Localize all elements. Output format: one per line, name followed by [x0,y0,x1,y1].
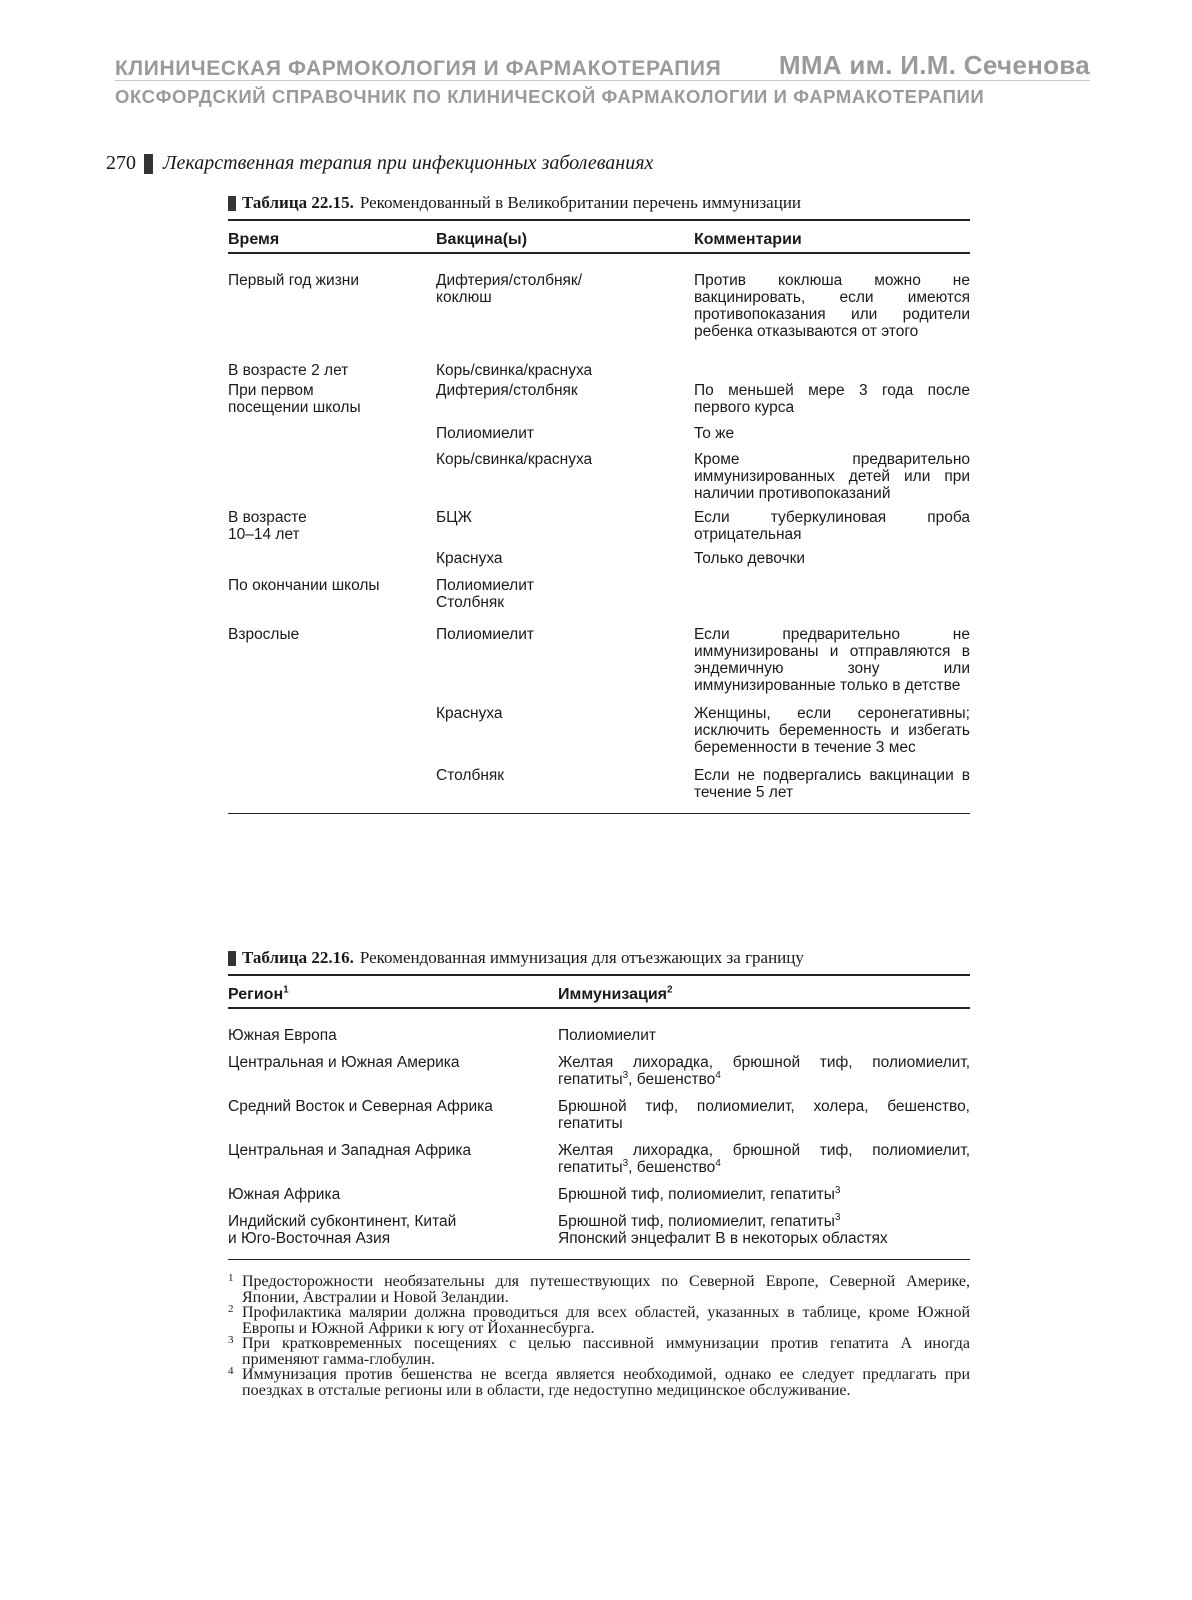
vaccine-cell: Дифтерия/столбняк/ коклюш [436,271,583,306]
region-cell: Индийский субконтинент, Китай и Юго-Восточная Азия [228,1212,457,1247]
table-row [228,362,970,379]
footnote-mark: 4 [228,1365,234,1377]
column-header [558,986,970,1004]
immunization-cell [558,1213,970,1247]
table-row [228,425,970,442]
region-cell: Средний Восток и Северная Африка [228,1097,493,1115]
immunization-cell [558,1186,970,1203]
table-label: Таблица 22.16. [242,948,354,967]
page-number: 270 [106,152,136,174]
table-row [228,1098,970,1132]
footnote-mark: 2 [228,1303,234,1315]
running-head-title: Лекарственная терапия при инфекционных заболеваниях [163,152,654,174]
table-caption-text: Рекомендованная иммунизация для отъезжающих за границу [359,948,804,967]
vaccine-cell: Полиомиелит [436,424,534,442]
vaccine-cell: БЦЖ [436,508,472,526]
comment-cell: То же [694,424,735,442]
vaccine-cell: Корь/свинка/краснуха [436,361,593,379]
region-cell: Южная Африка [228,1185,341,1203]
comment-cell: Если туберкулиновая проба отрицательная [694,508,970,543]
comment-cell: Если предварительно не иммунизированы и отправляются в эндемичную зону или иммунизированные только в детстве [694,625,970,694]
column-header-text: Иммунизация [558,986,668,1003]
footnote-text: Иммунизация против бешенства не всегда является необходимой, однако ее следует предлагать при поездках в отсталые регионы или в области, где недоступно медицинское обслуживание. [242,1366,970,1399]
table-row [228,550,970,567]
table-row [228,626,970,694]
comment-cell: Кроме предварительно иммунизированных детей или при наличии противопоказаний [694,450,970,502]
immunization-cell [558,1054,970,1088]
immunization-cell [558,1098,970,1132]
time-cell [228,767,436,801]
table-22-15 [228,193,970,814]
vaccine-cell: Краснуха [436,704,503,722]
comment-cell [694,362,970,379]
footnote [228,1336,970,1367]
immunization-text: Желтая лихорадка, брюшной тиф, полиомиелит, гепатиты [558,1141,970,1176]
region-cell: Центральная и Западная Африка [228,1141,472,1159]
immunization-cell [558,1142,970,1176]
comment-cell [694,577,970,611]
table-bottom-rule [228,1259,970,1261]
vaccine-cell: Столбняк [436,766,505,784]
block-marker-icon [228,196,236,211]
footnote-text: Предосторожности необязательны для путешествующих по Северной Европе, Северной Америке, Японии, Австралии и Новой Зеландии. [242,1273,970,1306]
footnote-mark: 1 [228,1272,234,1284]
table-row [228,1142,970,1176]
watermark-divider [115,80,1090,81]
immunization-text: , бешенство [628,1070,716,1088]
table-caption [228,193,970,213]
immunization-cell [558,1027,970,1044]
comment-cell: Если не подвергались вакцинации в течение 5 лет [694,766,970,801]
vaccine-cell: Дифтерия/столбняк [436,381,578,399]
immunization-text: Полиомиелит [558,1026,656,1044]
table-caption-text: Рекомендованный в Великобритании перечень иммунизации [359,193,802,212]
footnote-ref: 1 [283,984,289,996]
vaccine-cell: Полиомиелит [436,625,534,643]
vaccine-cell: Корь/свинка/краснуха [436,450,593,468]
table-bottom-rule [228,813,970,815]
immunization-text: Японский энцефалит В в некоторых областях [558,1229,888,1247]
table-22-16 [228,948,970,1398]
comment-cell: По меньшей мере 3 года после первого курса [694,381,970,416]
time-cell [228,705,436,756]
region-cell: Южная Европа [228,1026,337,1044]
time-cell: Взрослые [228,625,300,643]
footnote-text: Профилактика малярии должна проводиться для всех областей, указанных в таблице, кроме Южной Европы и Южной Африки к югу от Йоханнесбурга. [242,1304,970,1337]
immunization-text: Брюшной тиф, полиомиелит, холера, бешенство, гепатиты [558,1097,970,1132]
table-row [228,451,970,502]
block-marker-icon [144,154,153,174]
time-cell [228,550,436,567]
watermark-right: ММА им. И.М. Сеченова [778,50,1090,80]
table-row [228,509,970,543]
time-cell: По окончании школы [228,576,380,594]
table-row [228,382,970,416]
running-head [106,152,653,175]
time-cell: В возрасте 10–14 лет [228,508,307,543]
column-header [228,986,558,1004]
time-cell [228,425,436,442]
table-row [228,272,970,340]
footnote-text: При кратковременных посещениях с целью пассивной иммунизации против гепатита А иногда применяют гамма-глобулин. [242,1335,970,1368]
vaccine-cell: Полиомиелит Столбняк [436,576,534,611]
footnote-ref: 3 [834,1211,841,1223]
vaccine-cell: Краснуха [436,549,503,567]
immunization-text: , бешенство [628,1158,716,1176]
table-caption [228,948,970,968]
footnote-mark: 3 [228,1334,234,1346]
time-cell: Первый год жизни [228,271,360,289]
comment-cell: Только девочки [694,549,806,567]
watermark-left: КЛИНИЧЕСКАЯ ФАРМОКОЛОГИЯ И ФАРМАКОТЕРАПИЯ [115,57,722,80]
footnote [228,1274,970,1305]
footnote-ref: 4 [715,1069,721,1081]
footnote [228,1367,970,1398]
time-cell: В возрасте 2 лет [228,361,349,379]
table-label: Таблица 22.15. [242,193,354,212]
table-row [228,767,970,801]
comment-cell: Женщины, если серонегативны; исключить беременность и избегать беременности в течение 3 мес [694,704,970,756]
watermark-subtitle: ОКСФОРДСКИЙ СПРАВОЧНИК ПО КЛИНИЧЕСКОЙ ФАРМАКОЛОГИИ И ФАРМАКОТЕРАПИИ [115,86,985,107]
footnote-ref: 4 [715,1157,721,1169]
table-body [228,254,970,813]
watermark-header [115,50,1090,81]
table-header-row [228,221,970,252]
footnote-ref: 2 [667,984,673,996]
table-row [228,1213,970,1247]
column-header: Вакцина(ы) [436,231,528,248]
immunization-text: Брюшной тиф, полиомиелит, гепатиты [558,1185,835,1203]
time-cell: При первом посещении школы [228,381,361,416]
block-marker-icon [228,951,236,966]
footnote-ref: 3 [622,1069,629,1081]
table-header-row [228,976,970,1007]
footnote [228,1305,970,1336]
time-cell [228,451,436,502]
column-header-text: Регион [228,986,284,1003]
immunization-text: Брюшной тиф, полиомиелит, гепатиты [558,1212,835,1230]
table-row [228,705,970,756]
column-header: Комментарии [694,231,802,248]
table-row [228,1054,970,1088]
comment-cell: Против коклюша можно не вакцинировать, если имеются противопоказания или родители ребенка отказываются от этого [694,271,970,340]
immunization-text: Желтая лихорадка, брюшной тиф, полиомиелит, гепатиты [558,1053,970,1088]
table-body [228,1009,970,1259]
table-row [228,577,970,611]
footnote-ref: 3 [622,1157,629,1169]
column-header: Время [228,231,280,248]
footnote-ref: 3 [834,1184,841,1196]
footnotes [228,1274,970,1398]
table-row [228,1186,970,1203]
region-cell: Центральная и Южная Америка [228,1053,460,1071]
table-row [228,1027,970,1044]
